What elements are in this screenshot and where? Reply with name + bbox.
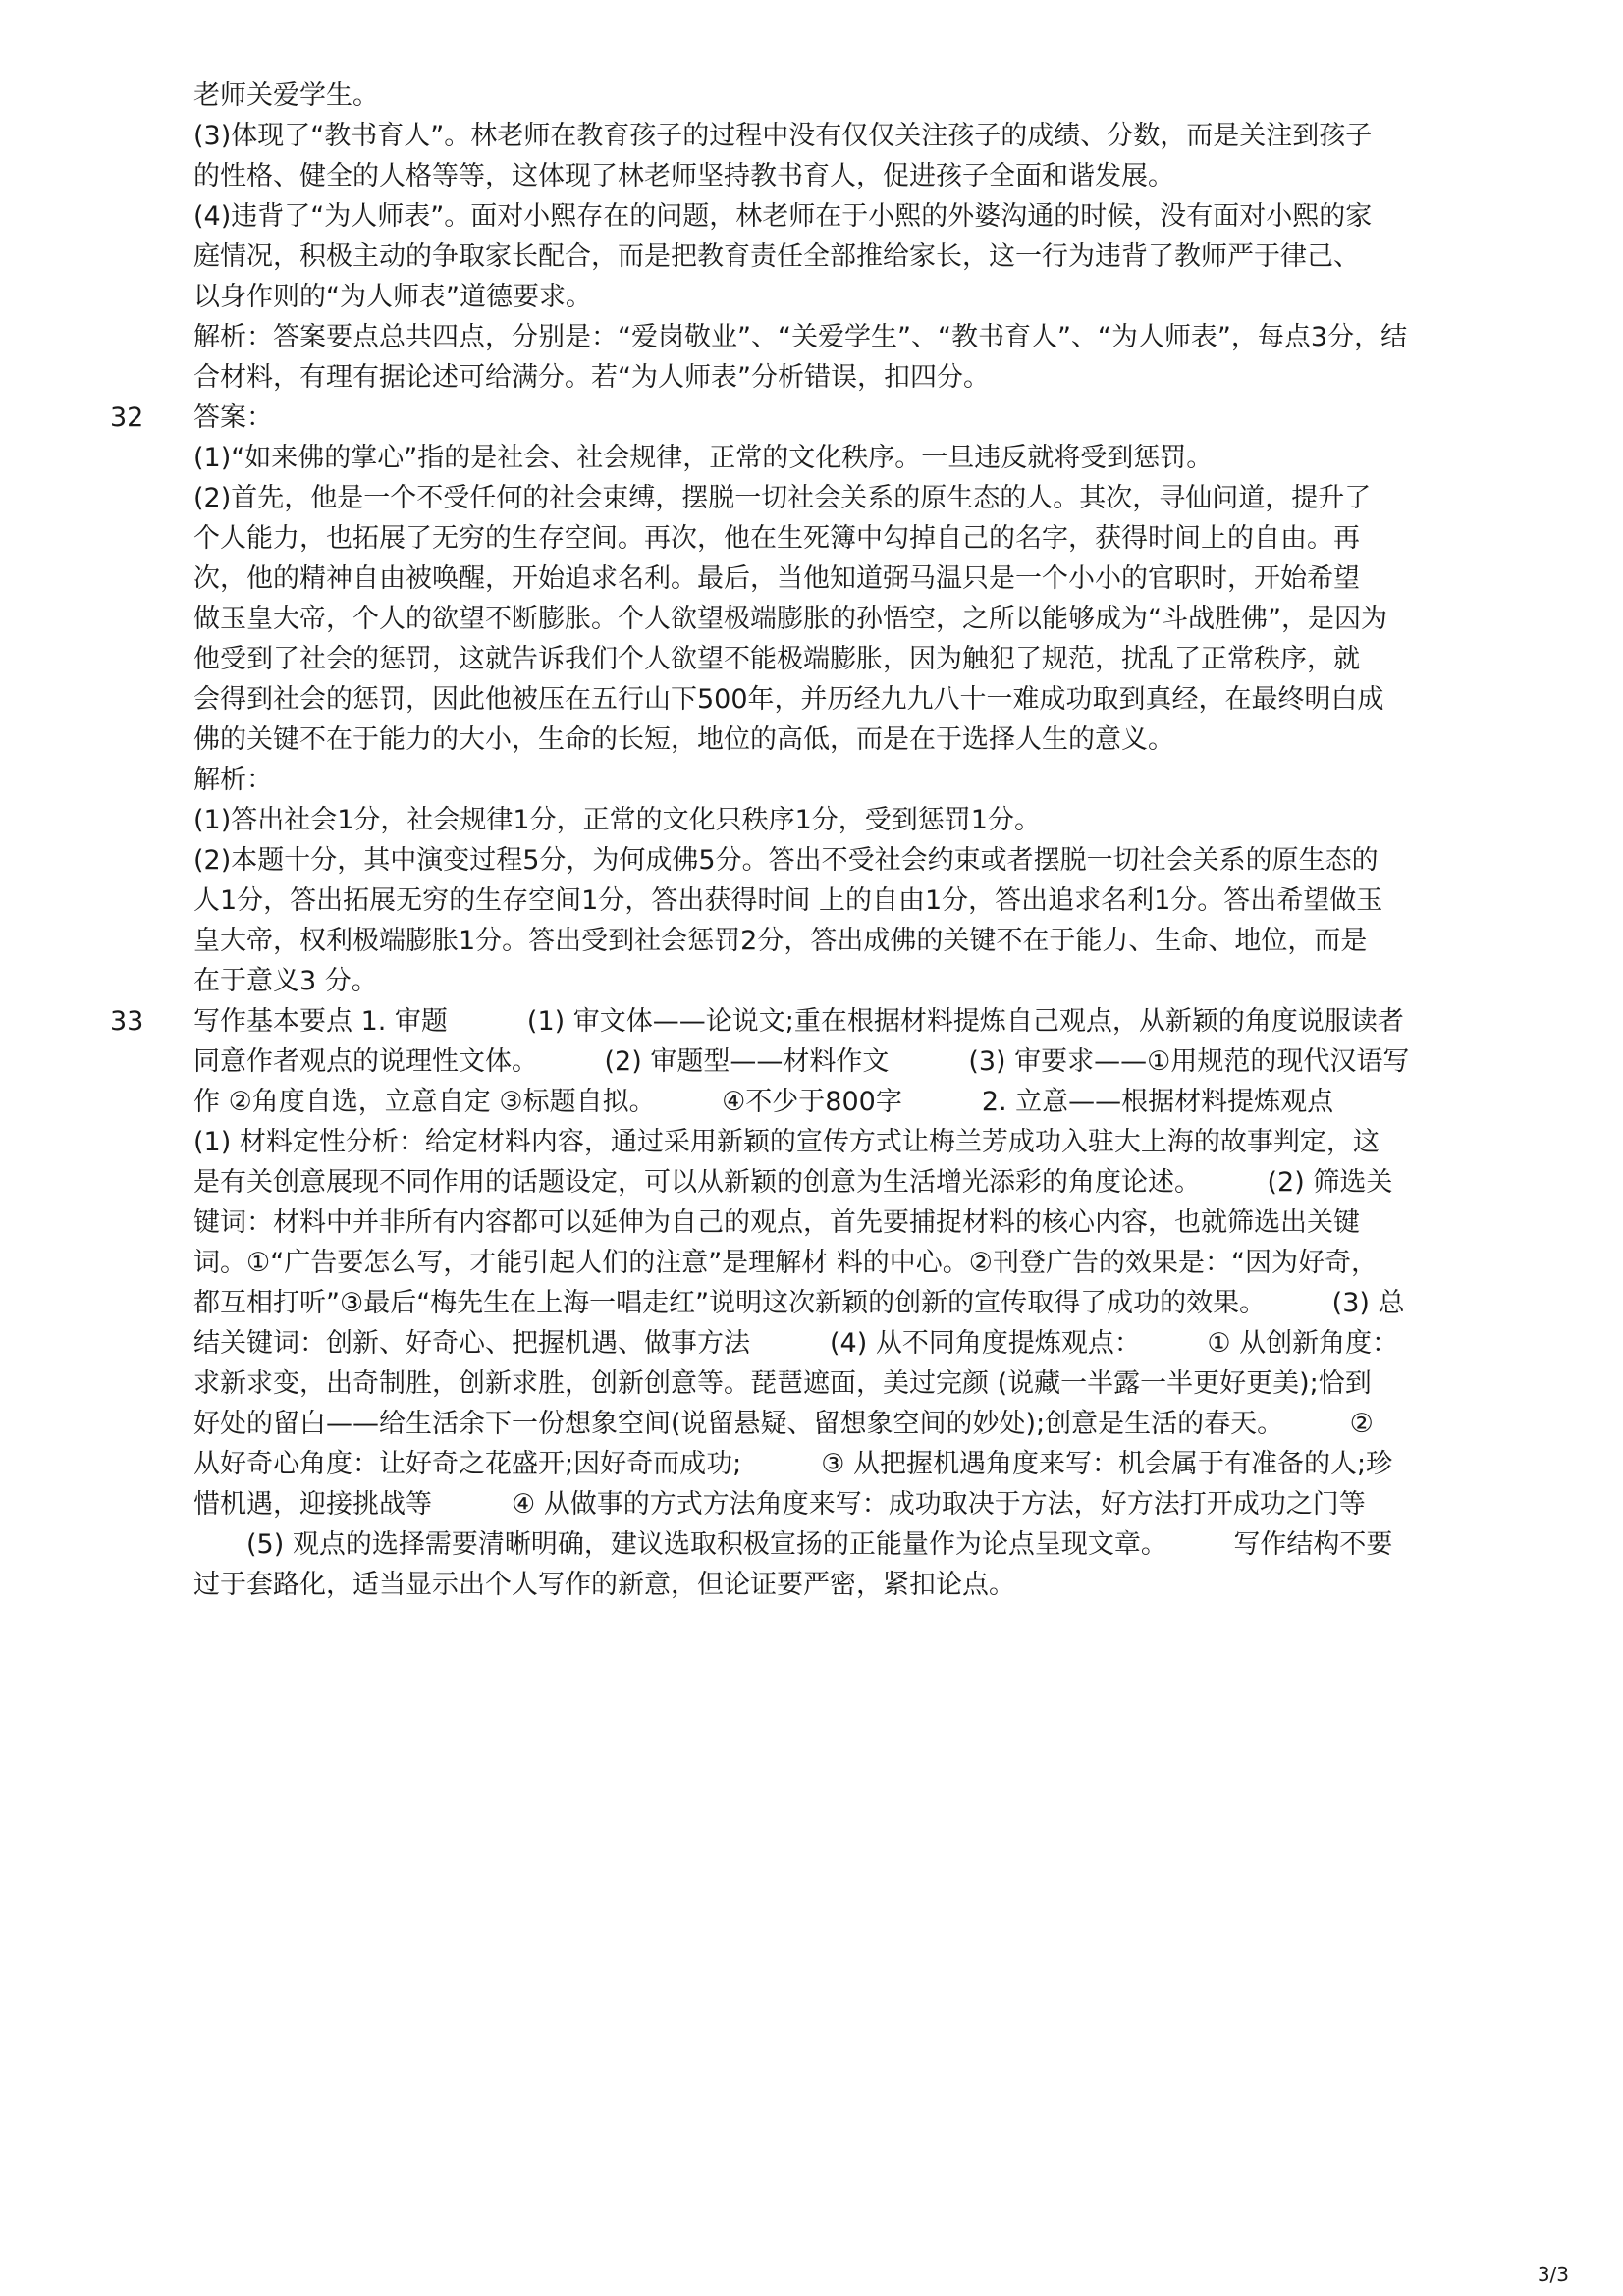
page-number: 3/3 [1537,2263,1569,2286]
q33-line: 写作基本要点 1. 审题 (1) 审文体——论说文;重在根据材料提炼自己观点，从新颖的角度说服读者 [193,1006,1404,1037]
q33-line: 求新求变，出奇制胜，创新求胜，创新创意等。琵琶遮面，美过完颜 (说藏一半露一半更好更美);恰到 [193,1368,1372,1399]
q31-line: 庭情况，积极主动的争取家长配合，而是把教育责任全部推给家长，这一行为违背了教师严于律己、 [193,241,1360,272]
q33-line: 结关键词：创新、好奇心、把握机遇、做事方法 (4) 从不同角度提炼观点： ① 从创新角度： [193,1328,1399,1359]
q33-line: 是有关创意展现不同作用的话题设定，可以从新颖的创意为生活增光添彩的角度论述。 (2) 筛选关 [193,1167,1393,1198]
q33-line: 惜机遇，迎接挑战等 ④ 从做事的方式方法角度来写：成功取决于方法，好方法打开成功之门等 [193,1489,1366,1520]
q31-line: (3)体现了“教书育人”。林老师在教育孩子的过程中没有仅仅关注孩子的成绩、分数，而是关注到孩子 [193,121,1373,151]
q33-line: 键词：材料中并非所有内容都可以延伸为自己的观点，首先要捕捉材料的核心内容，也就筛选出关键 [193,1207,1360,1238]
q32-analysis-heading: 解析： [193,765,273,795]
q32-line: 做玉皇大帝，个人的欲望不断膨胀。个人欲望极端膨胀的孙悟空，之所以能够成为“斗战胜佛”，是因为 [193,604,1387,634]
q32-analysis-line: 在于意义3 分。 [193,966,378,996]
q33-line: (5) 观点的选择需要清晰明确，建议选取积极宣扬的正能量作为论点呈现文章。 写作结构不要 [193,1529,1393,1560]
q31-line: 的性格、健全的人格等等，这体现了林老师坚持教书育人，促进孩子全面和谐发展。 [193,161,1174,191]
q32-line: (1)“如来佛的掌心”指的是社会、社会规律，正常的文化秩序。一旦违反就将受到惩罚。 [193,443,1214,473]
q32-line: 会得到社会的惩罚，因此他被压在五行山下500年，并历经九九八十一难成功取到真经，在最终明白成 [193,684,1384,715]
q32-analysis-line: (1)答出社会1分，社会规律1分，正常的文化只秩序1分，受到惩罚1分。 [193,805,1041,835]
q33-line: 都互相打听”③最后“梅先生在上海一唱走红”说明这次新颖的创新的宣传取得了成功的效果。 (3) 总 [193,1288,1405,1318]
q33-line: 同意作者观点的说理性文体。 (2) 审题型——材料作文 (3) 审要求——①用规范的现代汉语写 [193,1046,1410,1077]
q33-line: 从好奇心角度：让好奇之花盛开;因好奇而成功; ③ 从把握机遇角度来写：机会属于有准备的人;珍 [193,1449,1393,1479]
q32-line: 次，他的精神自由被唤醒，开始追求名利。最后，当他知道弼马温只是一个小小的官职时，开始希望 [193,563,1360,594]
q31-analysis-line: 解析：答案要点总共四点，分别是：“爱岗敬业”、“关爱学生”、“教书育人”、“为人师表”，每点3分，结 [193,322,1408,352]
q33-line: 好处的留白——给生活余下一份想象空间(说留悬疑、留想象空间的妙处);创意是生活的春天。 ② [193,1409,1374,1439]
q33-line: (1) 材料定性分析：给定材料内容，通过采用新颖的宣传方式让梅兰芳成功入驻大上海的故事判定，这 [193,1127,1380,1157]
q32-line: (2)首先，他是一个不受任何的社会束缚，摆脱一切社会关系的原生态的人。其次，寻仙问道，提升了 [193,483,1372,513]
q33-line: 词。①“广告要怎么写，才能引起人们的注意”是理解材 料的中心。②刊登广告的效果是：“因为好奇， [193,1248,1378,1278]
question-number-32: 32 [110,402,144,433]
q32-analysis-line: 人1分，答出拓展无穷的生存空间1分，答出获得时间 上的自由1分，答出追求名利1分。答出希望做玉 [193,885,1383,916]
q31-line: 以身作则的“为人师表”道德要求。 [193,282,592,312]
q31-line: (4)违背了“为人师表”。面对小熙存在的问题，林老师在于小熙的外婆沟通的时候，没有面对小熙的家 [193,201,1373,232]
q32-analysis-line: (2)本题十分，其中演变过程5分，为何成佛5分。答出不受社会约束或者摆脱一切社会关系的原生态的 [193,845,1379,876]
q32-line: 个人能力，也拓展了无穷的生存空间。再次，他在生死簿中勾掉自己的名字，获得时间上的自由。再 [193,523,1360,554]
q31-line: 老师关爱学生。 [193,80,379,111]
q32-answer-heading: 答案： [193,402,273,433]
q33-line: 作 ②角度自选，立意自定 ③标题自拟。 ④不少于800字 2. 立意——根据材料提炼观点 [193,1087,1334,1117]
q32-line: 佛的关键不在于能力的大小，生命的长短，地位的高低，而是在于选择人生的意义。 [193,724,1174,755]
q33-line: 过于套路化，适当显示出个人写作的新意，但论证要严密，紧扣论点。 [193,1570,1015,1600]
q32-analysis-line: 皇大帝，权利极端膨胀1分。答出受到社会惩罚2分，答出成佛的关键不在于能力、生命、地位，而是 [193,926,1368,956]
q32-line: 他受到了社会的惩罚，这就告诉我们个人欲望不能极端膨胀，因为触犯了规范，扰乱了正常秩序，就 [193,644,1360,674]
question-number-33: 33 [110,1006,144,1037]
q31-analysis-line: 合材料，有理有据论述可给满分。若“为人师表”分析错误，扣四分。 [193,362,990,393]
